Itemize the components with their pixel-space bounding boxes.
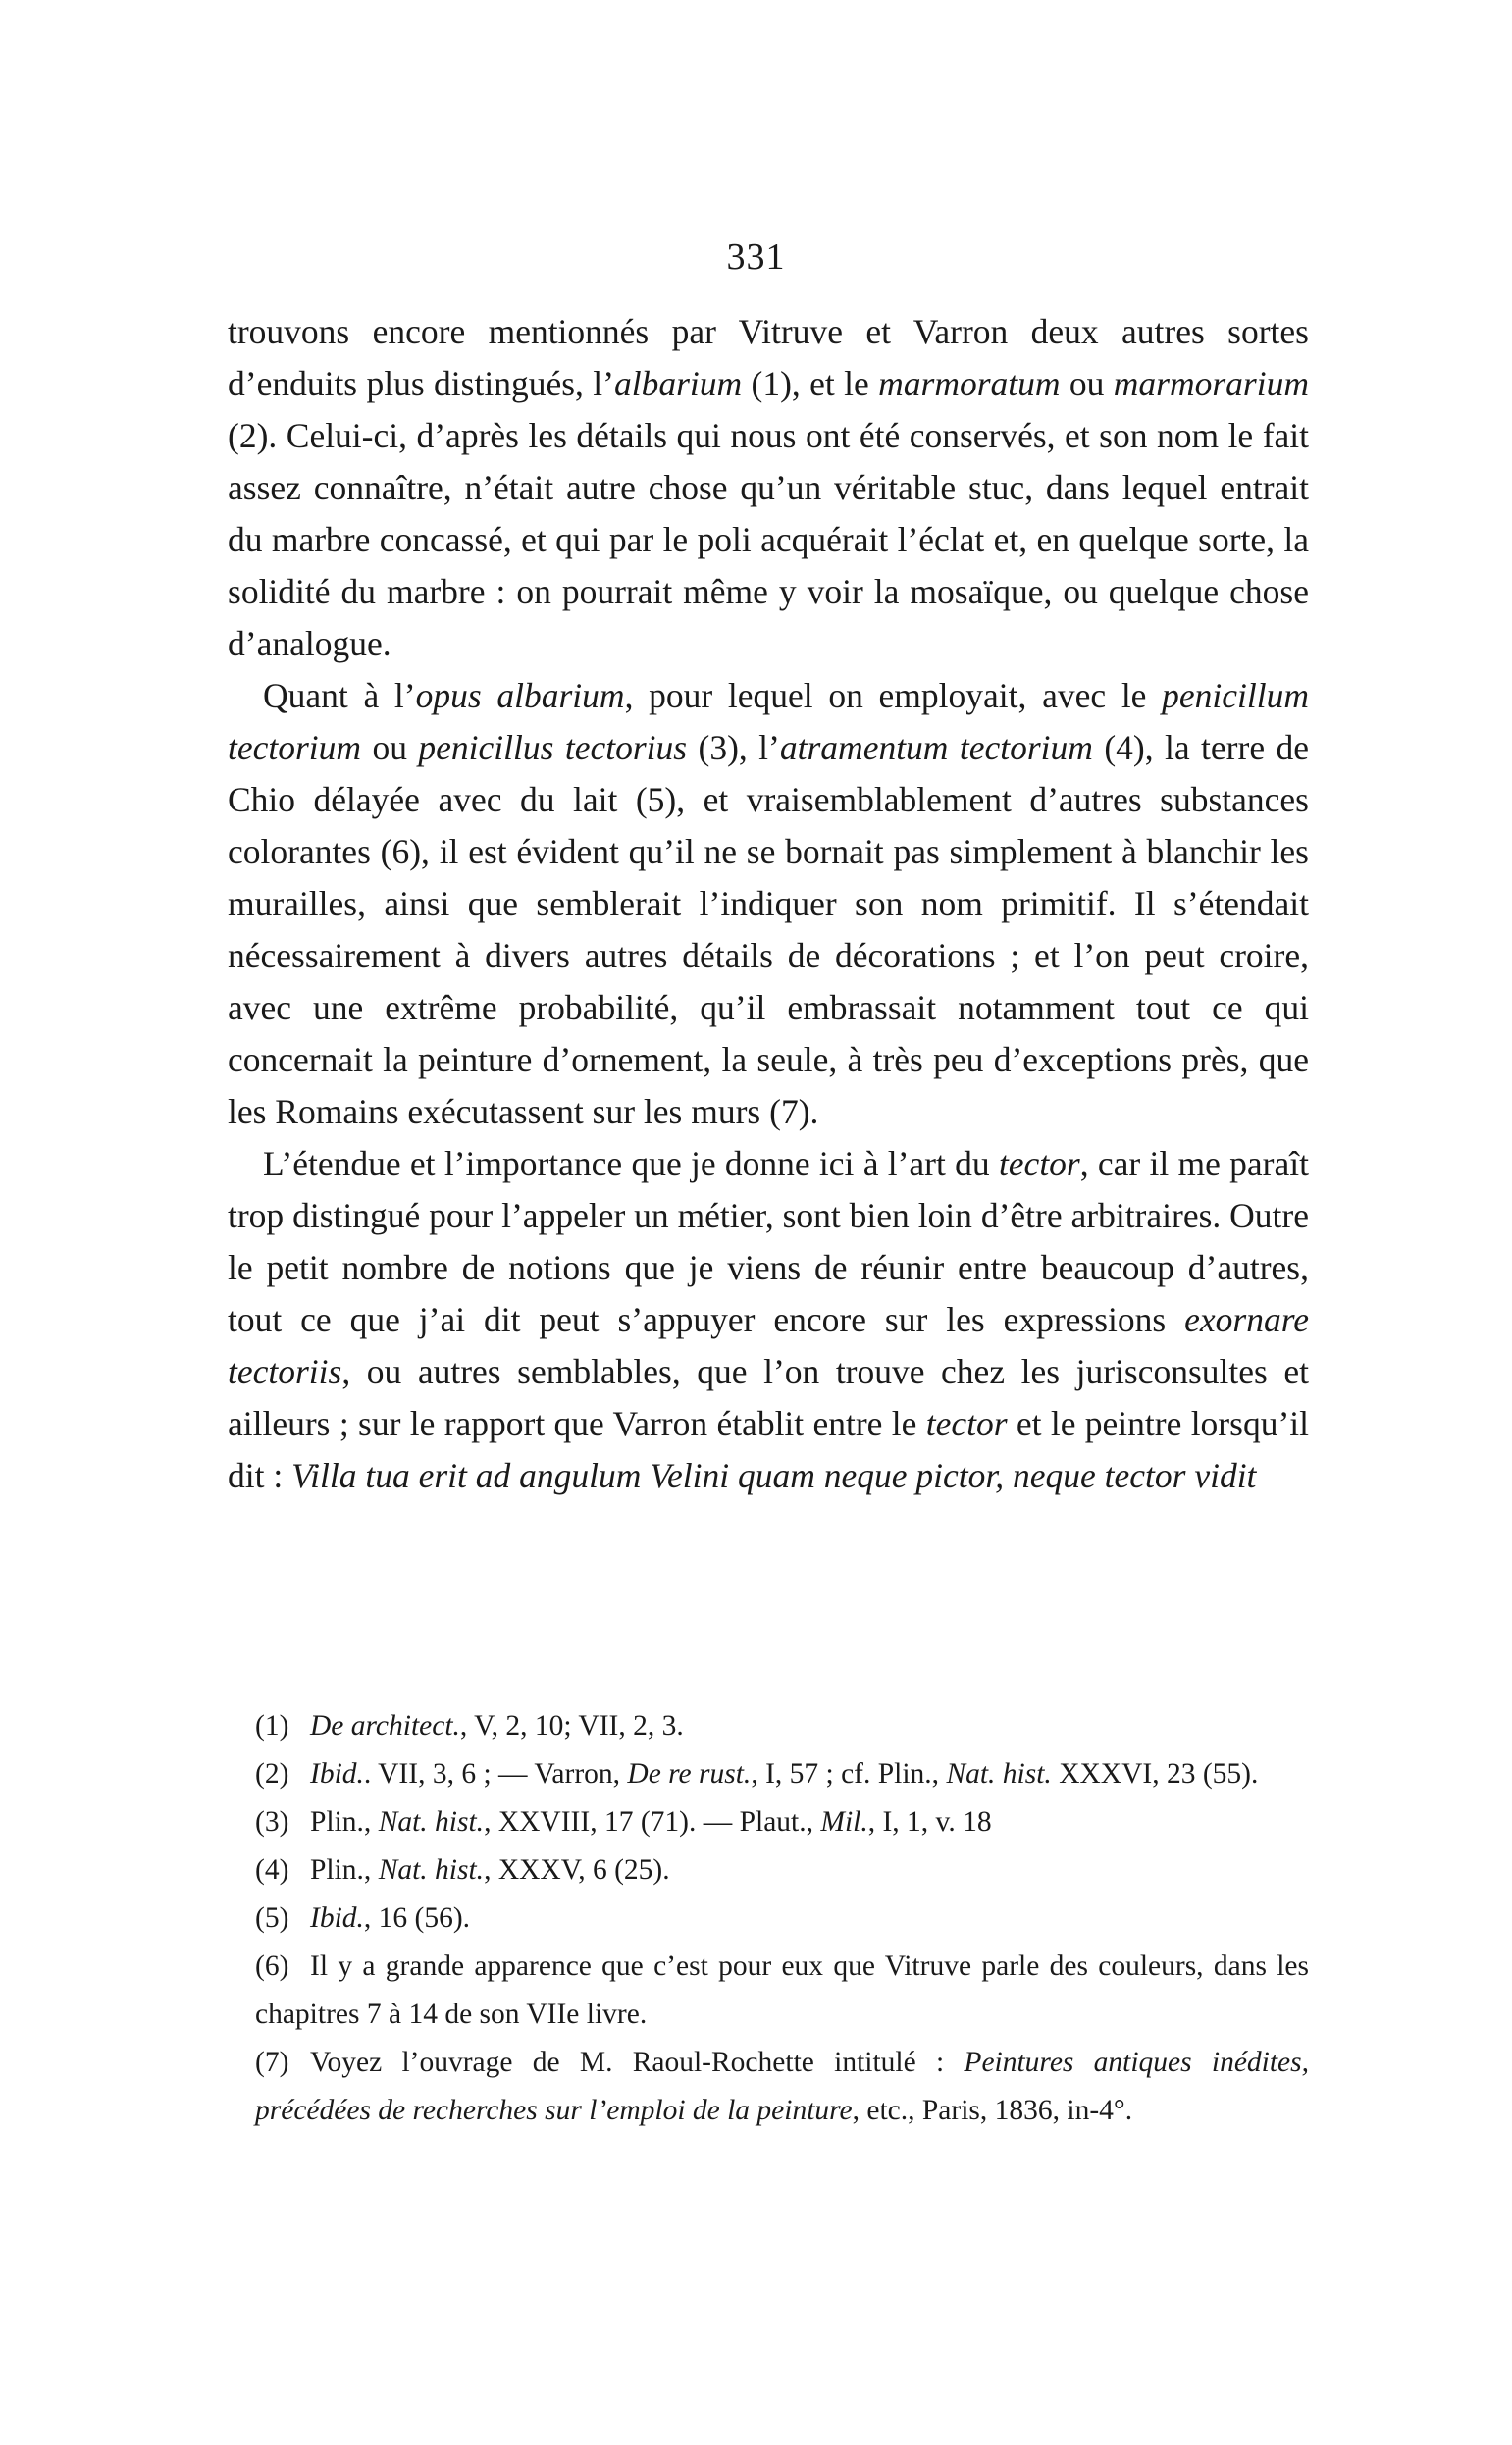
text-run: Quant à l’	[263, 676, 416, 715]
footnote-italic-ref: Peintures antiques inédites, précédées de recherches sur l’emploi de la peinture	[255, 2047, 1310, 2126]
page-number: 331	[726, 236, 786, 278]
footnote-italic-ref: Ibid.	[310, 1758, 364, 1790]
text-run: ou	[1060, 364, 1114, 403]
paragraph-2	[228, 670, 1309, 1138]
footnote-number: (4)	[255, 1854, 289, 1886]
footnote-number: (1)	[255, 1710, 289, 1742]
footnote-3	[255, 1798, 1309, 1847]
footnote-4	[255, 1847, 1309, 1895]
italic-term: tector	[998, 1144, 1080, 1183]
text-run: (4), la terre de Chio délayée avec du lait (5), et vraisemblablement d’autres substances colorantes (6), il est évident qu’il ne se bornait pas simplement à blanchir les murailles, ainsi que semblerait l’indiquer son nom primitif. Il s’étendait nécessairement à divers autres détails de décorations ; et l’on peut croire, avec une extrême probabilité, qu’il embrassait notamment tout ce qui concernait la peinture d’ornement, la seule, à très peu d’exceptions près, que les Romains exécutassent sur les murs (7).	[228, 728, 1309, 1131]
italic-term: atramentum tectorium	[779, 728, 1093, 767]
text-run: (1), et le	[742, 364, 879, 403]
text-run: , ou autres semblables, que l’on trouve chez les jurisconsultes et ailleurs ; sur le rapport que Varron établit entre le	[228, 1352, 1309, 1443]
footnote-italic-ref: Nat. hist.	[378, 1854, 485, 1886]
footnote-text: Plin.,	[310, 1806, 379, 1838]
italic-term: Villa tua erit ad angulum Velini quam neque pictor, neque tector vidit	[291, 1456, 1257, 1495]
footnote-text: , XXVIII, 17 (71). — Plaut.,	[484, 1806, 821, 1838]
footnote-number: (2)	[255, 1758, 289, 1790]
footnote-5	[255, 1895, 1309, 1943]
footnote-text: , XXXV, 6 (25).	[484, 1854, 670, 1886]
footnote-text: Plin.,	[310, 1854, 379, 1886]
text-run: (3), l’	[687, 728, 780, 767]
footnote-text: , etc., Paris, 1836, in-4°.	[852, 2095, 1133, 2126]
footnote-number: (3)	[255, 1806, 289, 1838]
footnote-number: (5)	[255, 1902, 289, 1934]
footnote-italic-ref: De re rust.	[627, 1758, 752, 1790]
italic-term: marmoratum	[878, 364, 1061, 403]
footnote-text: . VII, 3, 6 ; — Varron,	[363, 1758, 628, 1790]
text-run: , car il me paraît trop distingué pour l’appeler un métier, sont bien loin d’être arbitraires. Outre le petit nombre de notions que je viens de réunir entre beaucoup d’autres, tout ce que j’ai dit peut s’appuyer encore sur les expressions	[228, 1144, 1309, 1339]
text-run: ou	[361, 728, 419, 767]
italic-term: tector	[925, 1404, 1008, 1443]
footnote-number: (6)	[255, 1951, 289, 1982]
footnote-text: , I, 1, v. 18	[867, 1806, 992, 1838]
footnote-italic-ref: Ibid.	[310, 1902, 364, 1934]
italic-term: exornare tectoriis	[228, 1300, 1309, 1391]
paragraph-1	[228, 306, 1309, 670]
footnote-italic-ref: Nat. hist.	[378, 1806, 485, 1838]
main-text	[228, 306, 1309, 1502]
italic-term: penicillus tectorius	[418, 728, 688, 767]
footnote-text: , I, 57 ; cf. Plin.,	[751, 1758, 947, 1790]
footnote-italic-ref: Mil.	[820, 1806, 868, 1838]
paragraph-3	[228, 1138, 1309, 1502]
footnote-1	[255, 1702, 1309, 1750]
italic-term: opus albarium	[415, 676, 625, 715]
footnote-text: Voyez l’ouvrage de M. Raoul-Rochette intitulé :	[310, 2047, 965, 2078]
text-run: L’étendue et l’importance que je donne ici à l’art du	[263, 1144, 999, 1183]
text-run: et le peintre lorsqu’il dit :	[228, 1404, 1309, 1495]
footnote-italic-ref: De architect.	[310, 1710, 460, 1742]
text-run: (2). Celui-ci, d’après les détails qui nous ont été conservés, et son nom le fait assez connaître, n’était autre chose qu’un véritable stuc, dans lequel entrait du marbre concassé, et qui par le poli acquérait l’éclat et, en quelque sorte, la solidité du marbre : on pourrait même y voir la mosaïque, ou quelque chose d’analogue.	[228, 416, 1309, 663]
footnote-italic-ref: Nat. hist.	[946, 1758, 1052, 1790]
text-run: trouvons encore mentionnés par Vitruve et Varron deux autres sortes d’enduits plus distingués, l’	[228, 312, 1309, 403]
footnote-text: , V, 2, 10; VII, 2, 3.	[459, 1710, 684, 1742]
text-run: , pour lequel on employait, avec le	[624, 676, 1163, 715]
footnote-text: , 16 (56).	[363, 1902, 471, 1934]
italic-term: penicillum tectorium	[228, 676, 1309, 767]
footnote-2	[255, 1750, 1309, 1798]
footnote-number: (7)	[255, 2047, 289, 2078]
footnote-6	[255, 1943, 1309, 2039]
footnote-text: XXXVI, 23 (55).	[1051, 1758, 1259, 1790]
footnote-text: Il y a grande apparence que c’est pour eux que Vitruve parle des couleurs, dans les chapitres 7 à 14 de son VIIe livre.	[255, 1951, 1309, 2030]
footnote-7	[255, 2039, 1309, 2135]
italic-term: marmorarium	[1113, 364, 1310, 403]
italic-term: albarium	[613, 364, 743, 403]
footnotes	[255, 1702, 1309, 2135]
